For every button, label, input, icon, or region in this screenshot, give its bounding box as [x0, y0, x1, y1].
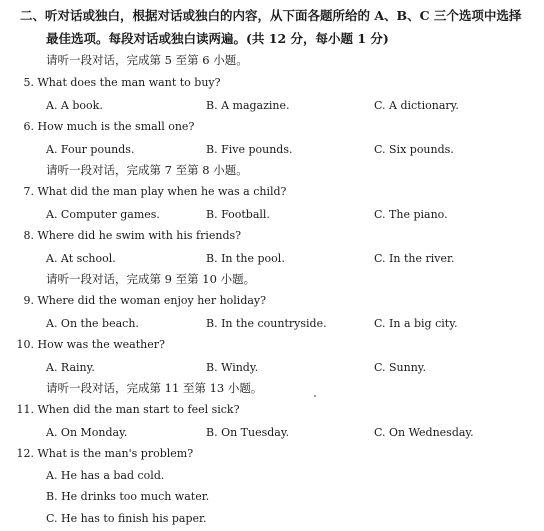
question-text: When did the man start to feel sick?	[37, 403, 240, 416]
option-b: B. Windy.	[206, 361, 259, 374]
option-c: C. Sunny.	[374, 361, 427, 374]
section-heading-line2: 最佳选项。每段对话或独白读两遍。(共 12 分，每小题 1 分)	[46, 31, 389, 46]
question-10	[16, 338, 165, 352]
question-number: 12.	[16, 447, 34, 460]
option-b: B. Five pounds.	[206, 143, 293, 156]
question-text: Where did the woman enjoy her holiday?	[37, 294, 267, 307]
option-b: B. On Tuesday.	[206, 426, 290, 439]
question-number: 5.	[23, 76, 34, 89]
instruction-3: 请听一段对话，完成第 9 至第 10 小题。	[46, 272, 256, 286]
question-11	[16, 403, 240, 417]
option-a: A. At school.	[46, 252, 116, 265]
option-a: A. Computer games.	[46, 208, 160, 221]
question-7	[16, 185, 286, 199]
question-5	[16, 76, 221, 90]
question-text: What is the man's problem?	[37, 447, 194, 460]
option-c: C. The piano.	[374, 208, 448, 221]
question-number: 11.	[16, 403, 34, 416]
option-b: B. In the countryside.	[206, 317, 327, 330]
question-12	[16, 447, 193, 461]
option-c: C. On Wednesday.	[374, 426, 474, 439]
question-text: How was the weather?	[37, 338, 165, 351]
option-b: B. He drinks too much water.	[46, 490, 210, 503]
option-b: B. A magazine.	[206, 99, 290, 112]
instruction-1: 请听一段对话，完成第 5 至第 6 小题。	[46, 53, 248, 67]
option-c: C. In the river.	[374, 252, 455, 265]
question-number: 8.	[23, 229, 34, 242]
instruction-2: 请听一段对话，完成第 7 至第 8 小题。	[46, 163, 248, 177]
option-a: A. On Monday.	[46, 426, 128, 439]
option-a: A. He has a bad cold.	[46, 469, 165, 482]
question-number: 7.	[23, 185, 34, 198]
option-b: B. Football.	[206, 208, 270, 221]
scan-speck	[314, 395, 316, 397]
question-number: 10.	[16, 338, 34, 351]
option-a: A. Rainy.	[46, 361, 95, 374]
option-a: A. Four pounds.	[46, 143, 135, 156]
section-heading-line1: 二、听对话或独白，根据对话或独白的内容，从下面各题所给的 A、B、C 三个选项中选择	[20, 8, 522, 23]
option-a: A. A book.	[46, 99, 103, 112]
option-c: C. Six pounds.	[374, 143, 454, 156]
question-number: 9.	[23, 294, 34, 307]
option-c: C. In a big city.	[374, 317, 458, 330]
question-9	[16, 294, 266, 308]
option-c: C. A dictionary.	[374, 99, 459, 112]
question-text: What did the man play when he was a child?	[37, 185, 287, 198]
question-6	[16, 120, 194, 134]
question-text: Where did he swim with his friends?	[37, 229, 242, 242]
option-c: C. He has to finish his paper.	[46, 512, 207, 525]
question-number: 6.	[23, 120, 34, 133]
option-a: A. On the beach.	[46, 317, 139, 330]
question-text: How much is the small one?	[37, 120, 195, 133]
question-8	[16, 229, 241, 243]
option-b: B. In the pool.	[206, 252, 285, 265]
instruction-4: 请听一段对话，完成第 11 至第 13 小题。	[46, 381, 263, 395]
question-text: What does the man want to buy?	[37, 76, 221, 89]
